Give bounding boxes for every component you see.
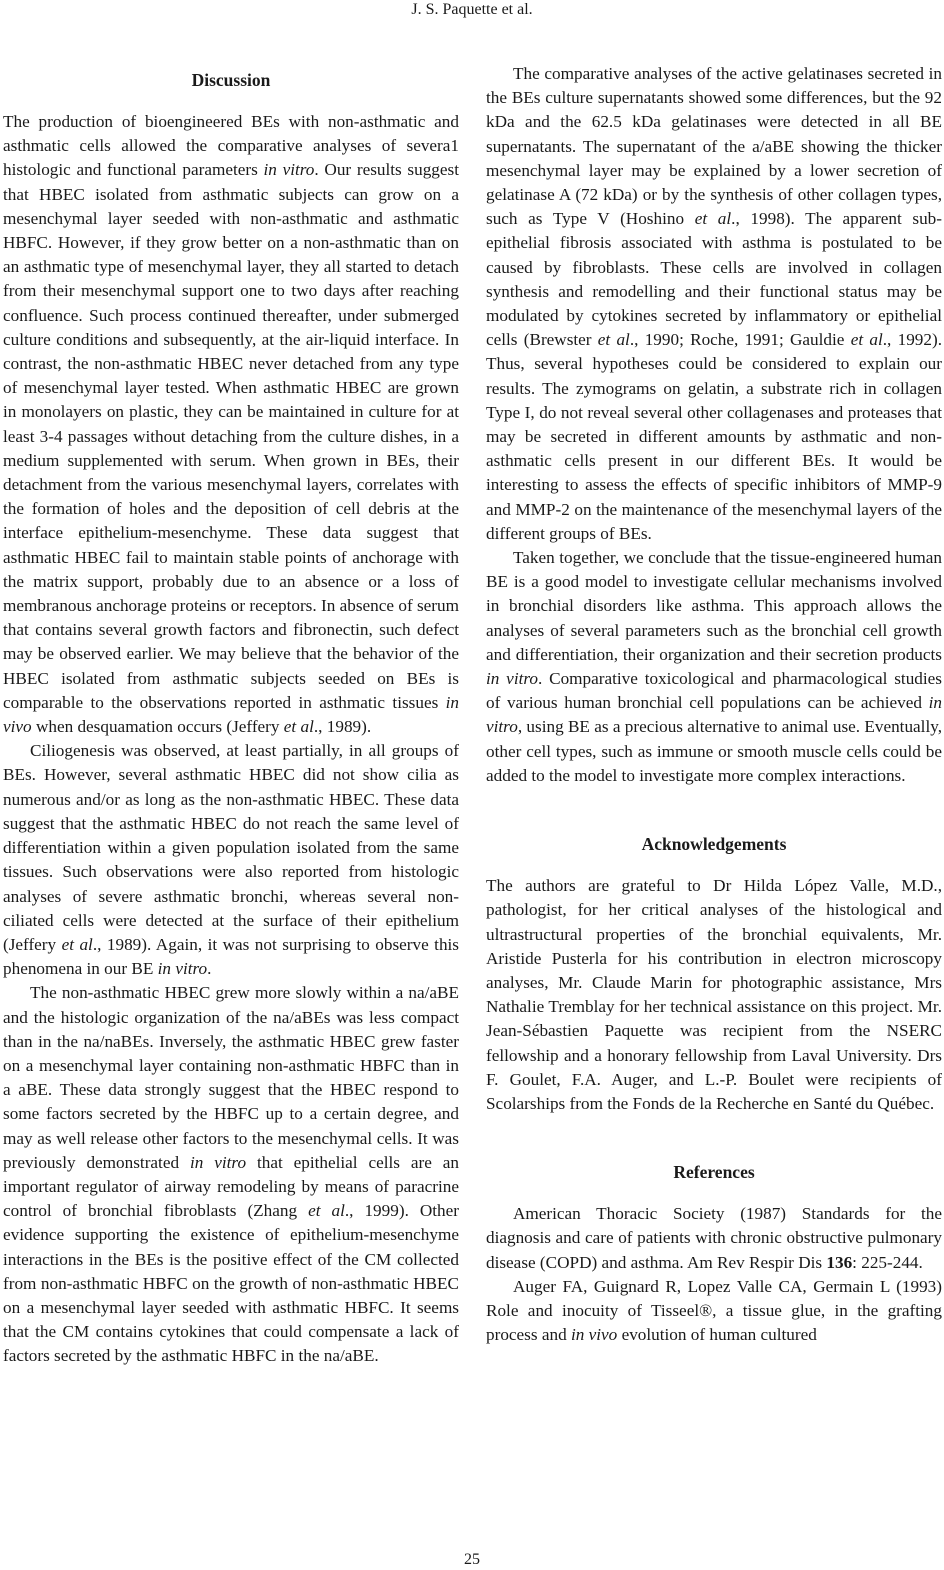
discussion-paragraph: The production of bioengineered BEs with non-asthmatic and asthmatic cells allowed the comparative analyses of severa1 histologic and functional parameters in vitro. Our results suggest that HBEC isolated from asthmatic subjects can grow on a mesenchymal layer seeded with non-asthmatic and asthmatic HBFC. However, if they grow better on a non-asthmatic than on an asthmatic type of mesenchymal layer, they all started to detach from their mesenchymal support one to two days after reaching confluence. Such process continued thereafter, under submerged culture conditions and subsequently, at the air-liquid interface. In contrast, the non-asthmatic HBEC never detached from any type of mesenchymal layer tested. When asthmatic HBEC are grown in monolayers on plastic, they can be maintained in culture for at least 3-4 passages without detaching from the culture dishes, in a medium supplemented with serum. When grown in BEs, their detachment from the various mesenchymal layers, correlates with the formation of holes and the deposition of cell debris at the interface epithelium-mesenchyme. These data suggest that asthmatic HBEC fail to maintain stable points of anchorage with the matrix support, probably due to an absence or a loss of membranous anchorage proteins or receptors. In absence of serum that contains several growth factors and fibronectin, such defect may be observed earlier. We may believe that the behavior of the HBEC isolated from asthmatic subjects seeded on BEs is comparable to the observations reported in asthmatic tissues in vivo when desquamation occurs (Jeffery et al., 1989). — [3, 112, 459, 737]
running-head: J. S. Paquette et al. — [411, 1, 533, 18]
page-number: 25 — [464, 1551, 480, 1568]
acknowledgements-heading: Acknowledgements — [641, 834, 787, 855]
references-heading: References — [673, 1162, 755, 1183]
discussion-paragraph: The non-asthmatic HBEC grew more slowly within a na/aBE and the histologic organization of the na/aBEs was less compact than in the na/naBEs. Inversely, the asthmatic HBEC grew faster on a mesenchymal layer containing non-asthmatic HBFC than in a aBE. These data strongly suggest that the HBEC respond to some factors secreted by the HBFC up to a certain degree, and may as well release other factors to the mesenchymal cells. It was previously demonstrated in vitro that epithelial cells are an important regulator of airway remodeling by means of paracrine control of bronchial fibroblasts (Zhang et al., 1999). Other evidence supporting the existence of epithelium-mesenchyme interactions in the BEs is the positive effect of the CM collected from non-asthmatic HBFC on the growth of non-asthmatic HBEC on a mesenchymal layer seeded with asthmatic HBFC. It seems that the CM contains cytokines that could compensate a lack of factors secreted by the asthmatic HBFC in the na/aBE. — [3, 983, 459, 1366]
left-column — [3, 62, 459, 1369]
reference-item: American Thoracic Society (1987) Standards for the diagnosis and care of patients with chronic obstructive pulmonary disease (COPD) and asthma. Am Rev Respir Dis 136: 225-244. — [486, 1204, 942, 1272]
discussion-paragraph: Ciliogenesis was observed, at least partially, in all groups of BEs. However, several asthmatic HBEC did not show cilia as numerous and/or as long as the non-asthmatic HBEC. These data suggest that the asthmatic HBEC do not reach the same level of differentiation within a given population isolated from the same tissues. Such observations were also reported from histologic analyses of severe asthmatic bronchi, whereas several non-ciliated cells were detected at the surface of their epithelium (Jeffery et al., 1989). Again, it was not surprising to observe this phenomena in our BE in vitro. — [3, 741, 459, 979]
acknowledgements-paragraph: The authors are grateful to Dr Hilda López Valle, M.D., pathologist, for her critical analyses of the histological and ultrastructural properties of the bronchial equivalents, Mr. Aristide Pusterla for his contribution in electron microscopy analyses, Mr. Claude Marin for photographic assistance, Mrs Nathalie Tremblay for her technical assistance on this project. Mr. Jean-Sébastien Paquette was recipient from the NSERC fellowship and a honorary fellowship from Laval University. Drs F. Goulet, F.A. Auger, and L.-P. Boulet were recipients of Scolarships from the Fonds de la Recherche en Santé du Québec. — [486, 876, 942, 1113]
discussion-heading: Discussion — [191, 70, 271, 90]
reference-item: Auger FA, Guignard R, Lopez Valle CA, Germain L (1993) Role and inocuity of Tisseel®, a tissue glue, in the grafting process and in vivo evolution of human cultured — [486, 1276, 942, 1345]
discussion-paragraph: The comparative analyses of the active gelatinases secreted in the BEs culture supernatants showed some differences, but the 92 kDa and the 62.5 kDa gelatinases were detected in all BE supernatants. The supernatant of the a/aBE showing the thicker mesenchymal layer may be explained by a lower secretion of gelatinase A (72 kDa) or by the synthesis of other collagen types, such as Type V (Hoshino et al., 1998). The apparent sub-epithelial fibrosis associated with asthma is postulated to be caused by fibroblasts. These cells are involved in collagen synthesis and remodelling and their functional status may be modulated by cytokines secreted by inflammatory or epithelial cells (Brewster et al., 1990; Roche, 1991; Gauldie et al., 1992). Thus, several hypotheses could be considered to explain our results. The zymograms on gelatin, a substrate rich in collagen Type I, do not reveal several other collagenases and proteases that may be secreted in different amounts by asthmatic and non-asthmatic cells present in our different BEs. It would be interesting to assess the effects of specific inhibitors of MMP-9 and MMP-2 on the maintenance of the mesenchymal layers of the different groups of BEs. — [486, 64, 942, 543]
discussion-paragraph: Taken together, we conclude that the tissue-engineered human BE is a good model to investigate cellular mechanisms involved in bronchial disorders like asthma. This approach allows the analyses of several parameters such as the bronchial cell growth and differentiation, their organization and their secretion products in vitro. Comparative toxicological and pharmacological studies of various human bronchial cell populations can be achieved in vitro, using BE as a precious alternative to animal use. Eventually, other cell types, such as immune or smooth muscle cells could be added to the model to investigate more complex interactions. — [486, 548, 942, 785]
right-column — [486, 62, 942, 1347]
